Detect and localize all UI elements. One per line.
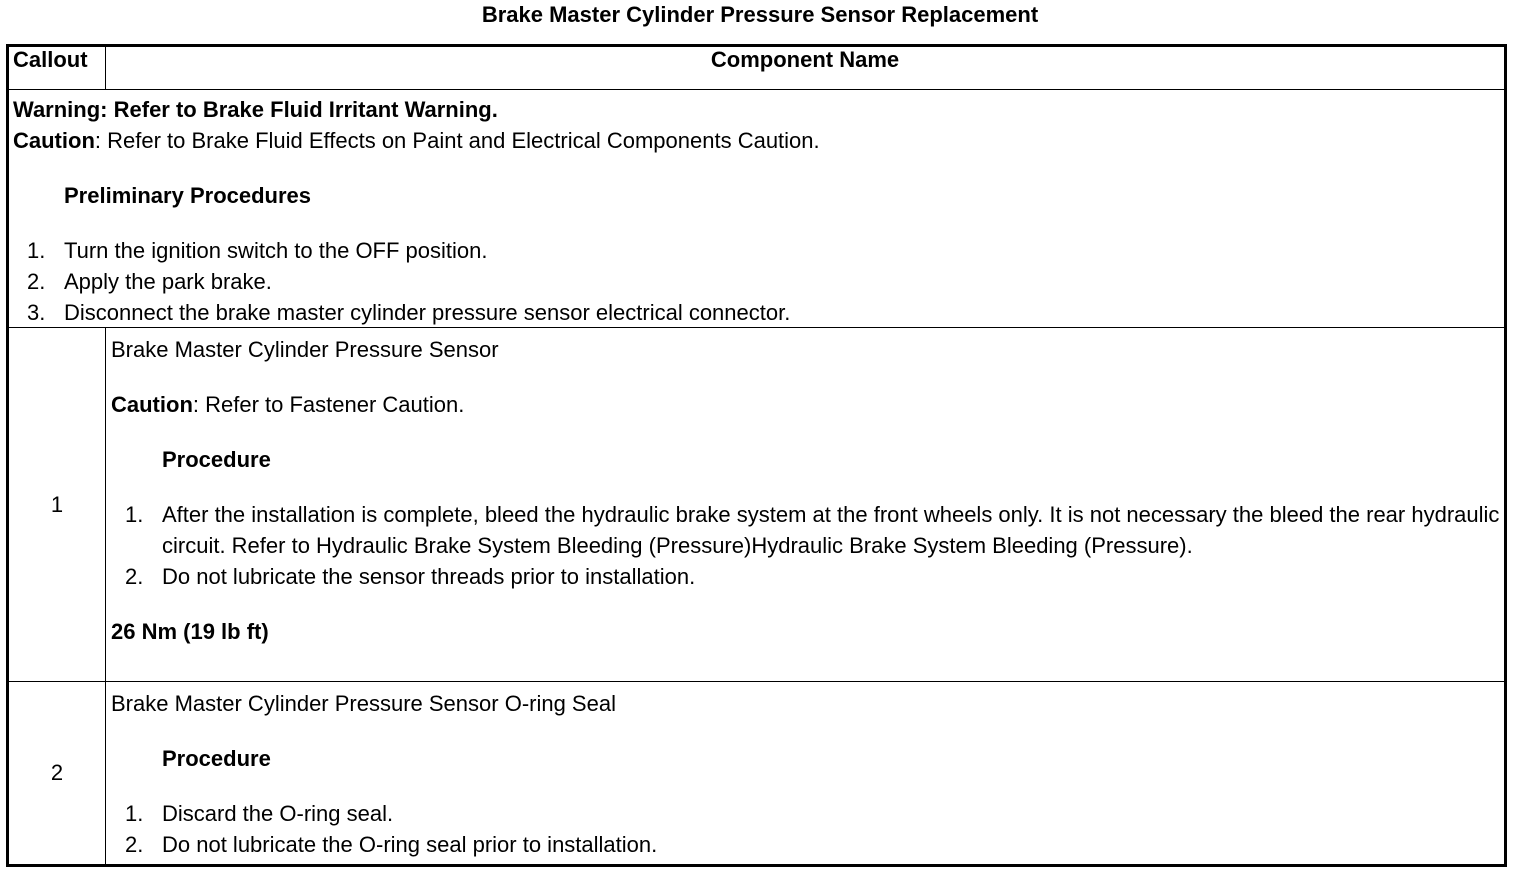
- callout-number: 1: [8, 328, 106, 682]
- component-name: Brake Master Cylinder Pressure Sensor O-ring Seal: [111, 691, 616, 716]
- preliminary-row: [8, 90, 1506, 328]
- component-cell: [106, 682, 1506, 866]
- list-item: 2. Do not lubricate the sensor threads prior to installation.: [125, 564, 696, 589]
- caution-label: Caution: [111, 392, 193, 417]
- list-item: 1. Discard the O-ring seal.: [125, 801, 394, 826]
- caution-line: [13, 125, 1500, 156]
- component-name-column-header: Component Name: [106, 46, 1506, 90]
- warning-text: Refer to Brake Fluid Irritant Warning.: [113, 97, 498, 122]
- list-item: 1. After the installation is complete, bleed the hydraulic brake system at the front wheels only. It is not necessary the bleed the rear hydraulic circuit. Refer to Hydraulic Brake System Bleeding (Pressure)Hydraulic Brake System Bleeding (Pressure).: [125, 502, 1500, 558]
- procedure-steps: [111, 499, 1500, 592]
- warning-label: Warning:: [13, 97, 108, 122]
- procedure-table: [6, 44, 1507, 867]
- procedure-steps: [111, 798, 1500, 860]
- warning-line: [13, 94, 1500, 125]
- torque-spec: 26 Nm (19 lb ft): [111, 619, 269, 644]
- table-row: [8, 328, 1506, 682]
- list-item: 2. Apply the park brake.: [27, 269, 272, 294]
- table-row: [8, 682, 1506, 866]
- list-item: 1. Turn the ignition switch to the OFF position.: [27, 238, 488, 263]
- page-title: Brake Master Cylinder Pressure Sensor Replacement: [481, 2, 1039, 27]
- preliminary-cell: [8, 90, 1506, 328]
- preliminary-heading: Preliminary Procedures: [64, 183, 312, 208]
- procedure-heading: Procedure: [162, 746, 271, 771]
- callout-number: 2: [8, 682, 106, 866]
- caution-text: : Refer to Fastener Caution.: [192, 392, 465, 417]
- component-name: Brake Master Cylinder Pressure Sensor: [111, 337, 499, 362]
- table-header-row: [8, 46, 1506, 90]
- component-cell: [106, 328, 1506, 682]
- callout-column-header: Callout: [8, 46, 106, 90]
- list-item: 3. Disconnect the brake master cylinder pressure sensor electrical connector.: [27, 300, 791, 325]
- list-item: 2. Do not lubricate the O-ring seal prior to installation.: [125, 832, 658, 857]
- procedure-heading: Procedure: [162, 447, 271, 472]
- caution-text: : Refer to Brake Fluid Effects on Paint and Electrical Components Caution.: [94, 128, 820, 153]
- caution-label: Caution: [13, 128, 95, 153]
- preliminary-steps: [13, 235, 1500, 328]
- caution-line: [111, 389, 1500, 420]
